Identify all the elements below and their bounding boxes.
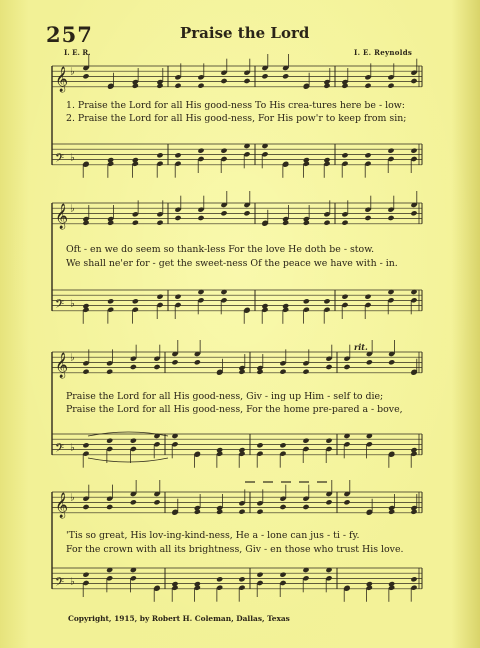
lyric-line: 2. Praise the Lord for all His good-ness, For His pow'r to keep from sin; [66,113,407,124]
lyric-line: Praise the Lord for all His good-ness, For the home pre-pared a - bove, [66,404,403,415]
lyric-line: 1. Praise the Lord for all His good-ness To His crea-tures here be - low: [66,100,405,111]
note-head [323,298,330,304]
note-head [410,148,417,154]
ritardando-mark: rit. [354,342,368,352]
lyric-line: 'Tis so great, His lov-ing-kind-ness, He a - lone can jus - ti - fy. [66,530,360,541]
note-head [238,576,245,582]
note-head [366,359,373,365]
note-head [132,220,139,226]
note-head [156,152,163,158]
treble-clef-icon: 𝄞 [55,352,69,378]
note-head [282,220,289,226]
note-head [364,215,371,221]
bass-clef-icon: 𝄢 [55,297,65,314]
note-head [388,359,395,365]
hymn-title: Praise the Lord [180,24,310,42]
note-head [279,442,286,448]
note-head [174,215,181,221]
note-head [303,298,310,304]
note-head [282,73,289,79]
note-head [387,148,394,154]
flat-icon: ♭ [70,352,75,364]
note-head [256,369,263,375]
note-head [256,572,263,578]
note-head [197,148,204,154]
treble-clef-icon: 𝄞 [55,203,69,229]
note-head [156,83,163,89]
note-head [107,220,114,226]
note-head [216,509,223,515]
hymn-number: 257 [46,22,93,47]
note-head [410,576,417,582]
note-head [325,364,332,370]
note-head [82,73,89,79]
note-head [341,83,348,89]
note-head [153,499,160,505]
words-credit: I. E. R. [64,48,91,57]
flat-icon: ♭ [70,152,75,164]
note-head [82,504,89,510]
note-head [82,369,89,375]
note-head [279,369,286,375]
note-head [156,294,163,300]
flat-icon: ♭ [70,298,75,310]
note-head [323,220,330,226]
note-head [174,83,181,89]
note-head [174,152,181,158]
note-head [197,83,204,89]
flat-icon: ♭ [70,66,75,78]
note-head [220,210,227,216]
note-head [243,210,250,216]
note-head [256,509,263,515]
note-head [303,220,310,226]
note-head [156,220,163,226]
note-head [220,78,227,84]
note-head [256,442,263,448]
note-head [410,210,417,216]
note-head [238,509,245,515]
note-head [325,499,332,505]
bass-clef-icon: 𝄢 [55,151,65,168]
flat-icon: ♭ [70,442,75,454]
note-head [364,83,371,89]
note-head [341,152,348,158]
note-head [341,220,348,226]
note-head [82,442,89,448]
music-credit: I. E. Reynolds [354,48,413,57]
note-head [194,359,201,365]
treble-clef-icon: 𝄞 [55,492,69,518]
note-head [279,572,286,578]
note-head [410,78,417,84]
note-head [153,364,160,370]
note-head [130,499,137,505]
note-head [341,294,348,300]
note-head [130,364,137,370]
note-head [171,359,178,365]
note-head [388,509,395,515]
copyright-notice: Copyright, 1915, by Robert H. Coleman, Dallas, Texas [68,614,290,623]
note-head [82,220,89,226]
lyric-line: We shall ne'er for - get the sweet-ness Of the peace we have with - in. [66,258,398,269]
note-head [106,369,113,375]
note-head [325,438,332,444]
note-head [302,504,309,510]
note-head [216,576,223,582]
note-head [364,152,371,158]
note-head [238,369,245,375]
note-head [364,294,371,300]
note-head [107,298,114,304]
note-head [343,364,350,370]
note-head [410,509,417,515]
flat-icon: ♭ [70,492,75,504]
note-head [82,572,89,578]
note-head [132,83,139,89]
note-head [302,369,309,375]
note-head [302,438,309,444]
note-head [387,215,394,221]
lyric-line: Oft - en we do seem so thank-less For the love He doth be - stow. [66,244,375,255]
note-head [243,78,250,84]
bass-clef-icon: 𝄢 [55,441,65,458]
slur [88,458,168,462]
flat-icon: ♭ [70,203,75,215]
flat-icon: ♭ [70,576,75,588]
note-head [194,509,201,515]
bass-clef-icon: 𝄢 [55,575,65,592]
note-head [130,438,137,444]
note-head [132,298,139,304]
note-head [174,294,181,300]
note-head [197,215,204,221]
note-head [279,504,286,510]
note-head [220,148,227,154]
lyric-line: For the crown with all its brightness, Giv - en those who trust His love. [66,544,404,555]
note-head [387,83,394,89]
note-head [106,438,113,444]
note-head [323,83,330,89]
lyric-line: Praise the Lord for all His good-ness, Giv - ing up Him - self to die; [66,391,384,402]
note-head [106,504,113,510]
treble-clef-icon: 𝄞 [55,66,69,92]
note-head [343,499,350,505]
note-head [261,73,268,79]
